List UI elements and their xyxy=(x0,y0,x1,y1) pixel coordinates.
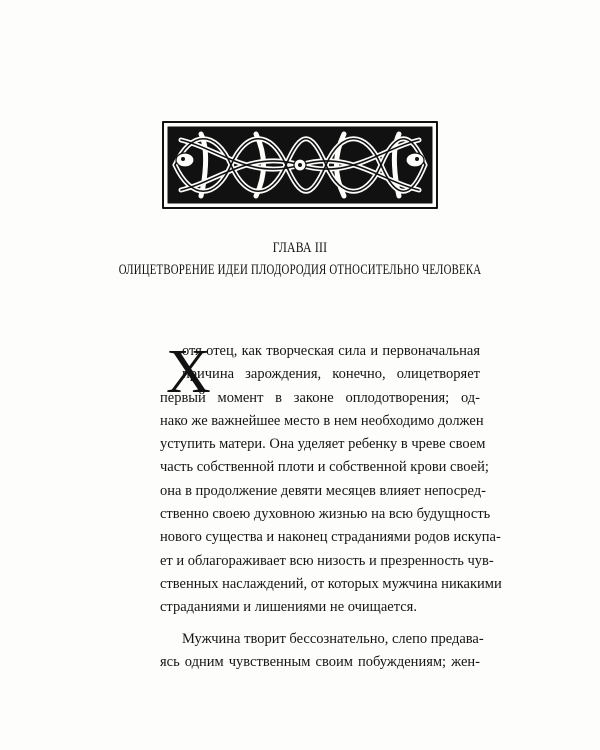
text-line: часть собственной плоти и собственной крови своей; xyxy=(160,459,489,476)
text-line: ственных наслаждений, от которых мужчина никакими xyxy=(160,575,502,592)
text-line: причина зарождения, конечно, олицетворяет xyxy=(182,366,480,383)
paragraph-2 xyxy=(160,628,484,675)
text-line: отя отец, как творческая сила и первоначальная xyxy=(182,343,480,359)
text-line: уступить матери. Она уделяет ребенку в чреве своем xyxy=(160,436,486,453)
drop-cap: Х xyxy=(166,338,211,406)
text-line: нако же важнейшее место в нем необходимо должен xyxy=(160,412,484,429)
body-text xyxy=(160,338,502,674)
text-line: ет и облагораживает всю низость и презренность чув- xyxy=(160,552,494,569)
chapter-title: ОЛИЦЕТВОРЕНИЕ ИДЕИ ПЛОДОРОДИЯ ОТНОСИТЕЛЬНО ЧЕЛОВЕКА xyxy=(118,262,482,278)
text-line: она в продолжение девяти месяцев влияет непосред- xyxy=(160,482,486,499)
celtic-knot-ornament-icon xyxy=(161,120,439,210)
text-line: ственно своею духовною жизнью на всю будущность xyxy=(160,506,491,523)
text-line: первый момент в законе оплодотворения; од- xyxy=(160,389,480,406)
text-line: Мужчина творит бессознательно, слепо предава- xyxy=(182,630,484,647)
chapter-number: ГЛАВА III xyxy=(272,240,328,256)
text-line: ясь одним чувственным своим побуждениям; жен- xyxy=(160,653,480,670)
text-line: страданиями и лишениями не очищается. xyxy=(160,599,417,616)
text-line: нового существа и наконец страданиями родов искупа- xyxy=(160,529,501,546)
